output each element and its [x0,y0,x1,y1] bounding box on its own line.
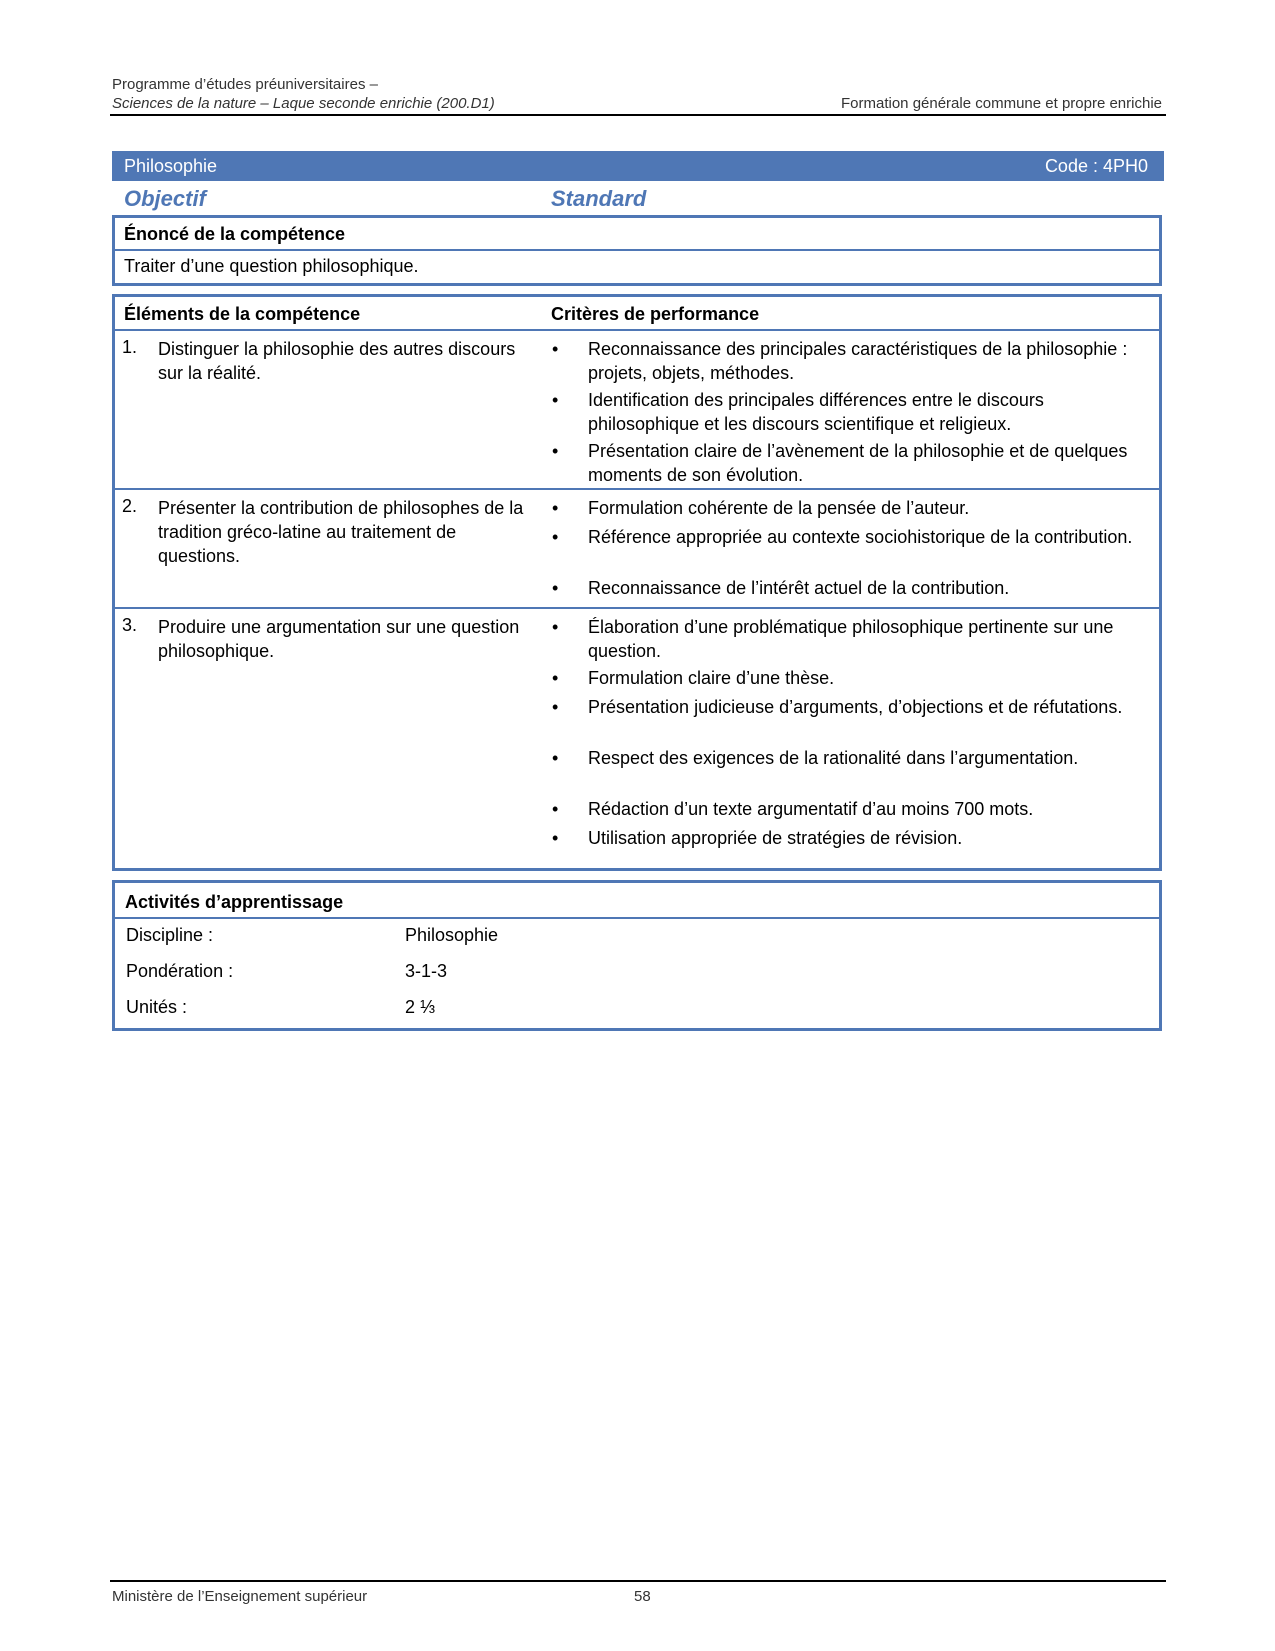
elements-heading: Éléments de la compétence [124,304,361,324]
objectif-heading: Objectif [124,186,206,211]
footer-ministry: Ministère de l’Enseignement supérieur [112,1588,368,1605]
criterion-text: Formulation cohérente de la pensée de l’auteur. [588,498,970,518]
criterion-text: Présentation claire de l’avènement de la philosophie et de quelques moments de son évolution. [588,441,1128,485]
criterion-text: Référence appropriée au contexte sociohistorique de la contribution. [588,527,1133,547]
activite-label: Pondération : [126,961,234,981]
criterion-text: Élaboration d’une problématique philosophique pertinente sur une question. [588,617,1114,661]
activite-row [115,955,1159,991]
bullet-icon: • [552,668,559,688]
header-program-line: Programme d’études préuniversitaires – [112,76,378,93]
enonce-box [112,215,1162,286]
element-text: Distinguer la philosophie des autres discours sur la réalité. [158,339,516,383]
objective-standard-row [124,186,1164,214]
criterion-text: Utilisation appropriée de stratégies de révision. [588,828,963,848]
bullet-icon: • [552,828,559,848]
element-row-2 [115,488,1159,607]
activite-row [115,919,1159,955]
activites-heading: Activités d’apprentissage [125,892,344,912]
elements-table-header [115,297,1159,329]
element-number: 3. [122,615,138,635]
element-row-3 [115,607,1159,869]
bullet-icon: • [552,527,559,547]
bullet-icon: • [552,390,559,410]
activite-row [115,991,1159,1027]
element-row-1 [115,329,1159,488]
enonce-text: Traiter d’une question philosophique. [124,256,419,276]
footer-rule [110,1580,1166,1582]
bullet-icon: • [552,578,559,598]
bullet-icon: • [552,799,559,819]
activite-value: 2 ⅓ [405,997,436,1017]
criterion-text: Identification des principales différences entre le discours philosophique et les discours scientifique et religieux. [588,390,1044,434]
header-rule [110,114,1166,116]
activite-value: 3-1-3 [405,961,448,981]
course-subject: Philosophie [124,156,218,176]
activite-label: Unités : [126,997,188,1017]
header-subline [112,95,1162,112]
elements-table [112,294,1162,871]
standard-heading: Standard [551,186,647,211]
element-text: Produire une argumentation sur une question philosophique. [158,617,520,661]
activite-label: Discipline : [126,925,214,945]
element-text: Présenter la contribution de philosophes de la tradition gréco-latine au traitement de questions. [158,498,524,566]
bullet-icon: • [552,339,559,359]
bullet-icon: • [552,498,559,518]
element-number: 1. [122,337,138,357]
element-number: 2. [122,496,138,516]
criterion-text: Reconnaissance de l’intérêt actuel de la contribution. [588,578,1010,598]
bullet-icon: • [552,748,559,768]
header-formation: Formation générale commune et propre enrichie [841,95,1162,112]
course-code: Code : 4PH0 [1044,156,1148,176]
page-number: 58 [634,1588,651,1605]
criterion-text: Formulation claire d’une thèse. [588,668,835,688]
bullet-icon: • [552,617,559,637]
criterion-text: Respect des exigences de la rationalité dans l’argumentation. [588,748,1079,768]
criterion-text: Présentation judicieuse d’arguments, d’objections et de réfutations. [588,697,1123,717]
course-title-bar [112,151,1164,181]
bullet-icon: • [552,441,559,461]
bullet-icon: • [552,697,559,717]
activite-value: Philosophie [405,925,499,945]
header-program-name: Sciences de la nature – Laque seconde enrichie (200.D1) [112,95,495,112]
activites-box [112,880,1162,1031]
criteria-heading: Critères de performance [551,304,760,324]
enonce-heading: Énoncé de la compétence [124,224,346,244]
criterion-text: Reconnaissance des principales caractéristiques de la philosophie : projets, objets, méthodes. [588,339,1128,383]
criterion-text: Rédaction d’un texte argumentatif d’au moins 700 mots. [588,799,1034,819]
